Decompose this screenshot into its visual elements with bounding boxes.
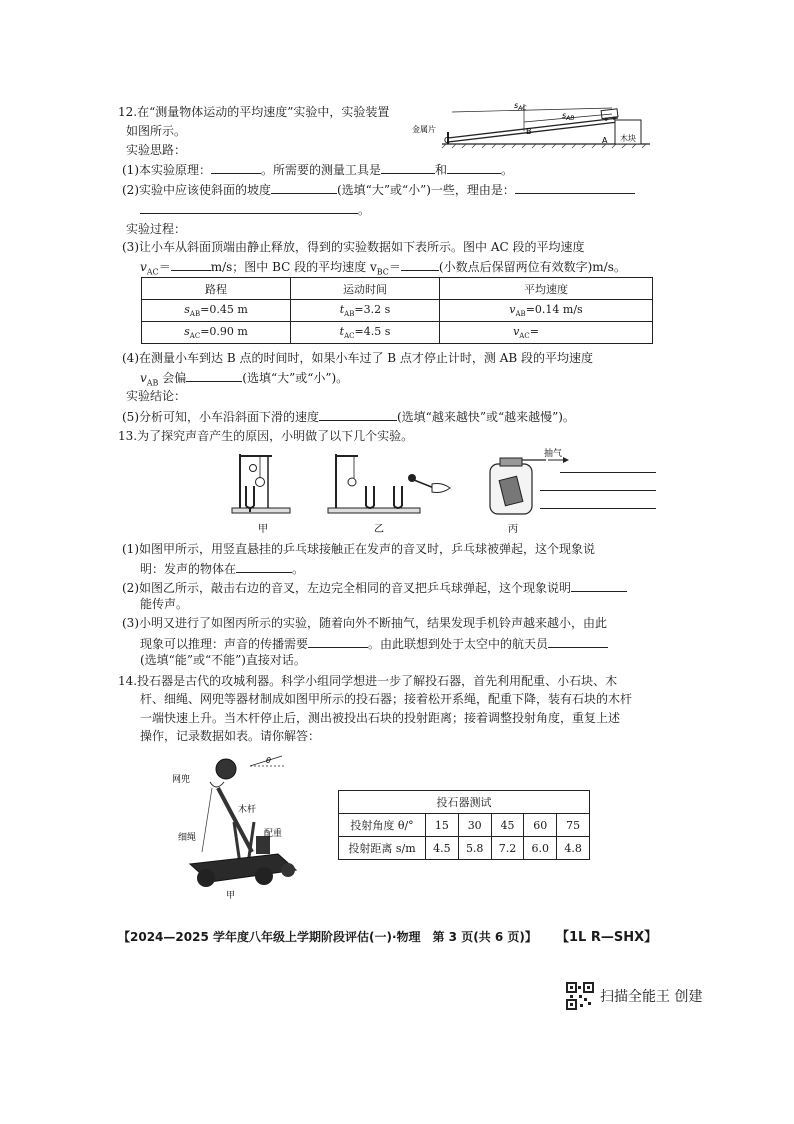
vacuum-jar-figure-bing bbox=[490, 448, 568, 514]
catapult-test-table bbox=[338, 790, 590, 860]
answer-rule bbox=[560, 472, 656, 473]
figure-yi-caption: 乙 bbox=[374, 524, 384, 535]
pump-label: 抽气 bbox=[544, 449, 563, 459]
net-label: 网兜 bbox=[172, 775, 191, 785]
table-cell[interactable]: $v_{AC}=$ bbox=[440, 322, 653, 344]
q12-step5 bbox=[122, 407, 575, 426]
q13-p3-text-c: 。由此联想到处于太空中的航天员 bbox=[368, 637, 549, 651]
page-footer: 【2024—2025 学年度八年级上学期阶段评估(一)·物理 第 3 页(共 6 页)】 bbox=[118, 930, 537, 944]
sac-sub: AC bbox=[518, 105, 527, 112]
figure-bing-caption: 丙 bbox=[508, 524, 518, 535]
q13-p2-text-a: (2)如图乙所示，敲击右边的音叉，左边完全相同的音叉把乒乓球弹起，这个现象说明 bbox=[122, 581, 572, 595]
tool2-blank[interactable] bbox=[447, 160, 501, 174]
vibration-blank[interactable] bbox=[236, 559, 292, 573]
sab-sub: AB bbox=[566, 115, 575, 122]
table-cell: $t_{AB}=3.2$ s bbox=[291, 300, 440, 322]
table-row bbox=[142, 300, 653, 322]
v-bc-sub: BC bbox=[376, 267, 389, 277]
q13-part3: (3)小明又进行了如图丙所示的实验，随着向外不断抽气，结果发现手机铃声越来越小，由此 bbox=[122, 616, 608, 630]
catapult-figure bbox=[168, 752, 318, 902]
table-cell: 5.8 bbox=[458, 837, 491, 860]
v-ab-symbol: v bbox=[140, 371, 147, 385]
scanner-watermark: 扫描全能王 创建 bbox=[600, 989, 703, 1005]
q13-part1: (1)如图甲所示，用竖直悬挂的乒乓球接触正在发声的音叉时，乒乓球被弹起，这个现象说 bbox=[122, 542, 596, 556]
q14-line4: 操作，记录数据如表。请你解答： bbox=[140, 729, 321, 743]
q13-part1-cont bbox=[140, 559, 304, 578]
q14-line1: 14.投石器是古代的攻城利器。科学小组同学想进一步了解投石器，首先利用配重、小石块、木 bbox=[118, 674, 618, 688]
answer-rule bbox=[540, 490, 656, 491]
q12-step2 bbox=[122, 180, 635, 199]
table-cell: 45 bbox=[491, 814, 524, 837]
q12-s4-text-d: (选填“大”或“小”)。 bbox=[242, 371, 349, 385]
v-ab-sub: AB bbox=[146, 378, 159, 388]
q12-s1-text-a: (1)本实验原理： bbox=[122, 163, 211, 177]
astronaut-blank[interactable] bbox=[548, 634, 608, 648]
q14-line2: 杆、细绳、网兜等器材制成如图甲所示的投石器；接着松开系绳，配重下降，装有石块的木杆 bbox=[140, 692, 633, 706]
q12-s3-text-f: (小数点后保留两位有效数字)m/s。 bbox=[438, 260, 626, 274]
catapult-table-title: 投石器测试 bbox=[339, 791, 590, 814]
point-a-label: A bbox=[602, 136, 608, 145]
table-cell: $t_{AC}=4.5$ s bbox=[291, 322, 440, 344]
table-cell: $s_{AB}=0.45$ m bbox=[142, 300, 291, 322]
table-cell: 6.0 bbox=[524, 837, 557, 860]
v-ac-blank[interactable] bbox=[171, 257, 211, 271]
q13-part3-cont2: (选填“能”或“不能”)直接对话。 bbox=[140, 653, 306, 667]
header-speed: 平均速度 bbox=[440, 278, 653, 300]
q12-process-heading: 实验过程： bbox=[126, 222, 187, 236]
paper-code: 【1L R—SHX】 bbox=[556, 930, 658, 945]
answer-rule bbox=[540, 508, 656, 509]
table-title-row bbox=[339, 791, 590, 814]
table-row bbox=[339, 814, 590, 837]
point-b-label: B bbox=[526, 127, 532, 136]
rod-label: 木杆 bbox=[238, 805, 257, 815]
angle-header: 投射角度 θ/° bbox=[339, 814, 426, 837]
q12-s5-text-b: (选填“越来越快”或“越来越慢”)。 bbox=[397, 410, 575, 424]
table-cell: 60 bbox=[524, 814, 557, 837]
distance-header: 投射距离 s/m bbox=[339, 837, 426, 860]
point-c-label: C bbox=[444, 136, 450, 145]
q13-p3-text-b: 现象可以推理：声音的传播需要 bbox=[140, 637, 309, 651]
slope-blank[interactable] bbox=[271, 180, 337, 194]
bias-blank[interactable] bbox=[186, 368, 242, 382]
reason-blank-1[interactable] bbox=[515, 180, 635, 194]
q12-s1-text-d: 。 bbox=[501, 163, 514, 177]
qr-code-icon bbox=[566, 982, 594, 1010]
table-cell: $s_{AC}=0.90$ m bbox=[142, 322, 291, 344]
q13-part3-cont bbox=[140, 634, 608, 653]
sab-label: s bbox=[562, 111, 567, 120]
q12-conclusion-heading: 实验结论： bbox=[126, 389, 187, 403]
q12-s1-text-c: 和 bbox=[435, 163, 448, 177]
q12-s2-text-b: (选填“大”或“小”)一些，理由是： bbox=[337, 183, 515, 197]
v-ac-sub: AC bbox=[146, 267, 159, 277]
equals-1: ＝ bbox=[158, 260, 171, 274]
table-cell: 4.5 bbox=[426, 837, 459, 860]
q12-intro-line2: 如图所示。 bbox=[126, 124, 187, 138]
q12-s1-text-b: 。所需要的测量工具是 bbox=[261, 163, 382, 177]
q12-idea-heading: 实验思路： bbox=[126, 143, 187, 157]
v-symbol: v bbox=[140, 260, 147, 274]
table-cell: $v_{AB}=0.14$ m/s bbox=[440, 300, 653, 322]
incline-diagram bbox=[412, 100, 652, 156]
table-cell: 75 bbox=[557, 814, 590, 837]
q12-intro-line1: 12.在“测量物体运动的平均速度”实验中，实验装置 bbox=[118, 105, 390, 119]
svg-text:sAB bbox=[562, 111, 574, 122]
table-cell: 30 bbox=[458, 814, 491, 837]
wood-block-label: 木块 bbox=[620, 134, 636, 143]
sound-experiment-figures bbox=[228, 448, 668, 538]
table-header-row bbox=[142, 278, 653, 300]
header-distance: 路程 bbox=[142, 278, 291, 300]
theta-label: θ bbox=[266, 756, 271, 765]
equals-2: ＝ bbox=[388, 260, 401, 274]
table-row bbox=[339, 837, 590, 860]
figure-jia-caption: 甲 bbox=[258, 524, 268, 535]
q12-step1 bbox=[122, 160, 513, 179]
table-row bbox=[142, 322, 653, 344]
catapult-caption: 甲 bbox=[226, 891, 236, 901]
weight-label: 配重 bbox=[264, 829, 283, 839]
q14-line3: 一端快速上升。当木杆停止后，测出被投出石块的投射距离；接着调整投射角度，重复上述 bbox=[140, 711, 621, 725]
table-cell: 4.8 bbox=[557, 837, 590, 860]
q12-step2-cont bbox=[140, 200, 370, 219]
q13-p1-text-b: 明：发声的物体在 bbox=[140, 562, 237, 576]
medium-blank[interactable] bbox=[571, 578, 627, 592]
q12-s3-text-d: m/s；图中 BC 段的平均速度 v bbox=[210, 260, 377, 274]
q12-s5-text-a: (5)分析可知，小车沿斜面下滑的速度 bbox=[122, 410, 319, 424]
q12-step4: (4)在测量小车到达 B 点的时间时，如果小车过了 B 点才停止计时，测 AB 段的平均速度 bbox=[122, 351, 594, 365]
v-bc-blank[interactable] bbox=[401, 257, 439, 271]
tool1-blank[interactable] bbox=[381, 160, 435, 174]
q13-part2-cont: 能传声。 bbox=[140, 597, 189, 611]
reason-blank-2[interactable] bbox=[140, 200, 358, 214]
sac-label: s bbox=[514, 101, 519, 110]
motion-data-table bbox=[141, 277, 653, 344]
rope-label: 细绳 bbox=[178, 833, 197, 843]
propagation-blank[interactable] bbox=[308, 634, 368, 648]
header-time: 运动时间 bbox=[291, 278, 440, 300]
table-cell: 15 bbox=[426, 814, 459, 837]
q12-s2-text-c: 。 bbox=[358, 203, 371, 217]
tuning-fork-figure-yi bbox=[328, 454, 450, 513]
q13-p1-text-c: 。 bbox=[292, 562, 305, 576]
q13-part2 bbox=[122, 578, 627, 597]
q12-step3: (3)让小车从斜面顶端由静止释放，得到的实验数据如下表所示。图中 AC 段的平均速度 bbox=[122, 240, 585, 254]
q12-s2-text-a: (2)实验中应该使斜面的坡度 bbox=[122, 183, 271, 197]
q13-intro: 13.为了探究声音产生的原因，小明做了以下几个实验。 bbox=[118, 429, 414, 443]
speed-trend-blank[interactable] bbox=[319, 407, 397, 421]
tuning-fork-figure-jia bbox=[232, 454, 290, 513]
q12-s4-text-c: 会偏 bbox=[158, 371, 187, 385]
table-cell: 7.2 bbox=[491, 837, 524, 860]
principle-blank[interactable] bbox=[211, 160, 261, 174]
metal-sheet-label: 金属片 bbox=[412, 125, 436, 134]
